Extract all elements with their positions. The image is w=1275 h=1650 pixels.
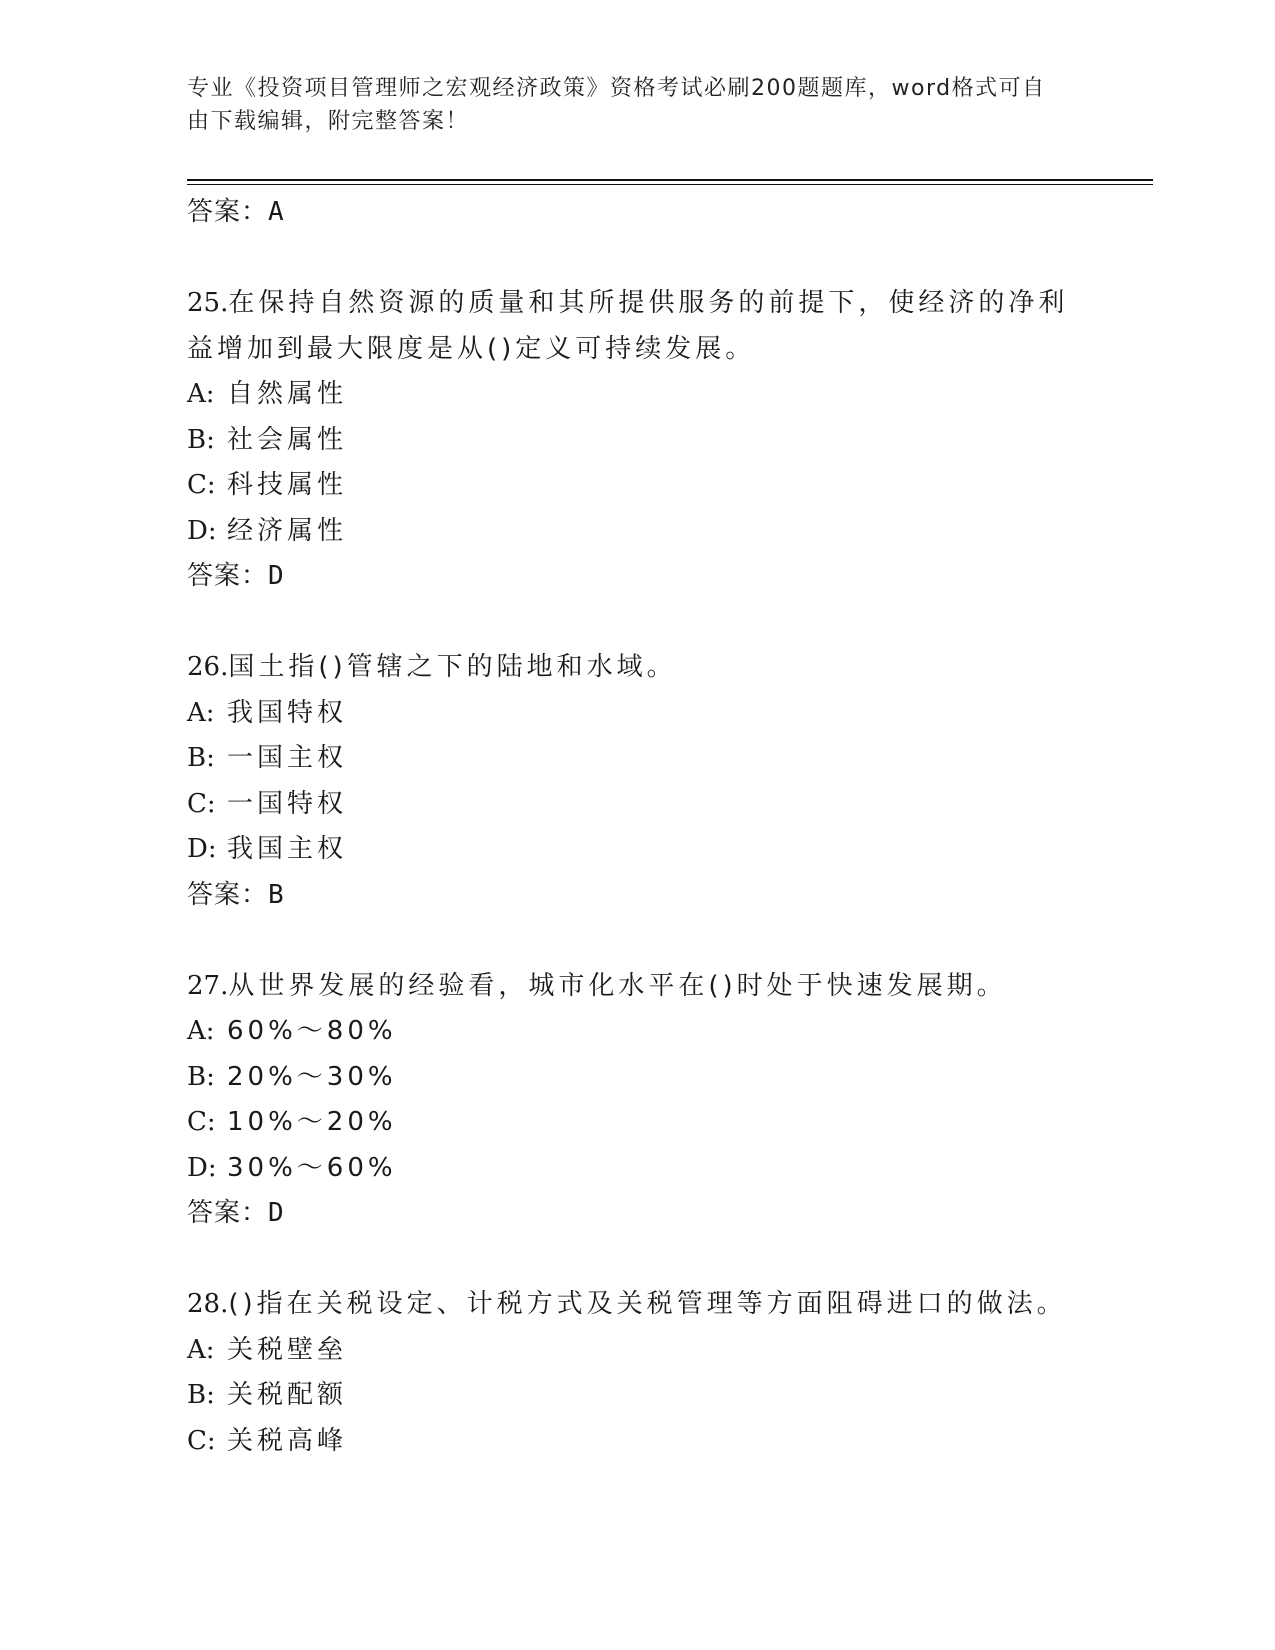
option-b xyxy=(187,1055,1107,1101)
option-text: 一国特权 xyxy=(227,788,348,819)
option-a xyxy=(187,1009,1107,1055)
question-text: ()指在关税设定、计税方式及关税管理等方面阻碍进口的做法。 xyxy=(228,1289,1067,1319)
option-letter: D: xyxy=(187,834,217,864)
header-divider-thin xyxy=(187,184,1153,185)
question-number: 27. xyxy=(187,970,229,1001)
option-letter: B: xyxy=(187,1380,215,1410)
answer-label: 答案： xyxy=(187,1198,269,1228)
option-text: 关税高峰 xyxy=(227,1425,348,1456)
question-answer xyxy=(187,873,1107,919)
option-text: 一国主权 xyxy=(227,743,348,773)
option-text: 社会属性 xyxy=(227,424,348,455)
option-d xyxy=(187,1146,1107,1192)
option-letter: C: xyxy=(187,788,216,819)
question-stem xyxy=(187,964,1087,1010)
option-letter: C: xyxy=(187,470,216,500)
question-stem xyxy=(187,281,1087,372)
page-header: 专业《投资项目管理师之宏观经济政策》资格考试必刷200题题库，word格式可自由下载编辑，附完整答案！ xyxy=(187,76,1046,134)
answer-label: 答案： xyxy=(187,561,269,591)
answer-label: 答案： xyxy=(187,879,269,910)
option-letter: A: xyxy=(187,697,215,728)
option-letter: B: xyxy=(187,1061,215,1092)
option-b xyxy=(187,736,1107,782)
question-number: 28. xyxy=(187,1289,229,1319)
option-text: 30%～60% xyxy=(227,1152,397,1183)
option-c xyxy=(187,463,1107,509)
option-c xyxy=(187,1100,1107,1146)
question-number: 26. xyxy=(187,652,229,682)
option-d xyxy=(187,827,1107,873)
answer-value: A xyxy=(268,197,285,227)
question-25 xyxy=(187,281,1107,600)
option-b xyxy=(187,418,1107,464)
answer-value: D xyxy=(268,561,285,591)
question-text: 国土指()管辖之下的陆地和水域。 xyxy=(228,652,677,682)
option-letter: B: xyxy=(187,743,215,773)
spacer xyxy=(187,600,1107,646)
option-d xyxy=(187,509,1107,555)
option-c xyxy=(187,782,1107,828)
option-text: 关税壁垒 xyxy=(227,1334,348,1365)
option-a xyxy=(187,691,1107,737)
option-letter: A: xyxy=(187,1334,215,1365)
option-text: 60%～80% xyxy=(227,1016,397,1046)
option-letter: D: xyxy=(187,515,217,546)
question-stem xyxy=(187,645,1087,691)
option-letter: A: xyxy=(187,379,215,409)
option-text: 关税配额 xyxy=(227,1380,348,1410)
question-answer xyxy=(187,554,1107,600)
option-c xyxy=(187,1419,1107,1465)
spacer xyxy=(187,1237,1107,1283)
option-a xyxy=(187,1328,1107,1374)
answer-value: B xyxy=(268,879,285,910)
question-answer xyxy=(187,1191,1107,1237)
header-divider-thick xyxy=(187,179,1153,181)
question-number: 25. xyxy=(187,288,229,318)
question-26 xyxy=(187,645,1107,918)
option-text: 我国主权 xyxy=(227,834,348,864)
option-text: 10%～20% xyxy=(227,1107,397,1137)
question-28 xyxy=(187,1282,1107,1464)
spacer xyxy=(187,918,1107,964)
spacer xyxy=(187,236,1107,282)
option-b xyxy=(187,1373,1107,1419)
option-a xyxy=(187,372,1107,418)
answer-label: 答案： xyxy=(187,197,269,227)
option-letter: A: xyxy=(187,1016,215,1046)
option-text: 我国特权 xyxy=(227,697,348,728)
question-text: 从世界发展的经验看，城市化水平在()时处于快速发展期。 xyxy=(228,970,1007,1001)
question-list xyxy=(187,190,1107,1464)
option-letter: D: xyxy=(187,1152,217,1183)
option-letter: B: xyxy=(187,424,215,455)
question-text: 在保持自然资源的质量和其所提供服务的前提下，使经济的净利益增加到最大限度是从()定义可持续发展。 xyxy=(187,288,1069,364)
option-text: 科技属性 xyxy=(227,470,348,500)
answer-value: D xyxy=(268,1198,285,1228)
previous-answer xyxy=(187,190,1107,236)
option-letter: C: xyxy=(187,1425,216,1456)
option-letter: C: xyxy=(187,1107,216,1137)
question-stem xyxy=(187,1282,1087,1328)
option-text: 经济属性 xyxy=(227,515,348,546)
option-text: 自然属性 xyxy=(227,379,348,409)
question-27 xyxy=(187,964,1107,1237)
option-text: 20%～30% xyxy=(227,1061,397,1092)
